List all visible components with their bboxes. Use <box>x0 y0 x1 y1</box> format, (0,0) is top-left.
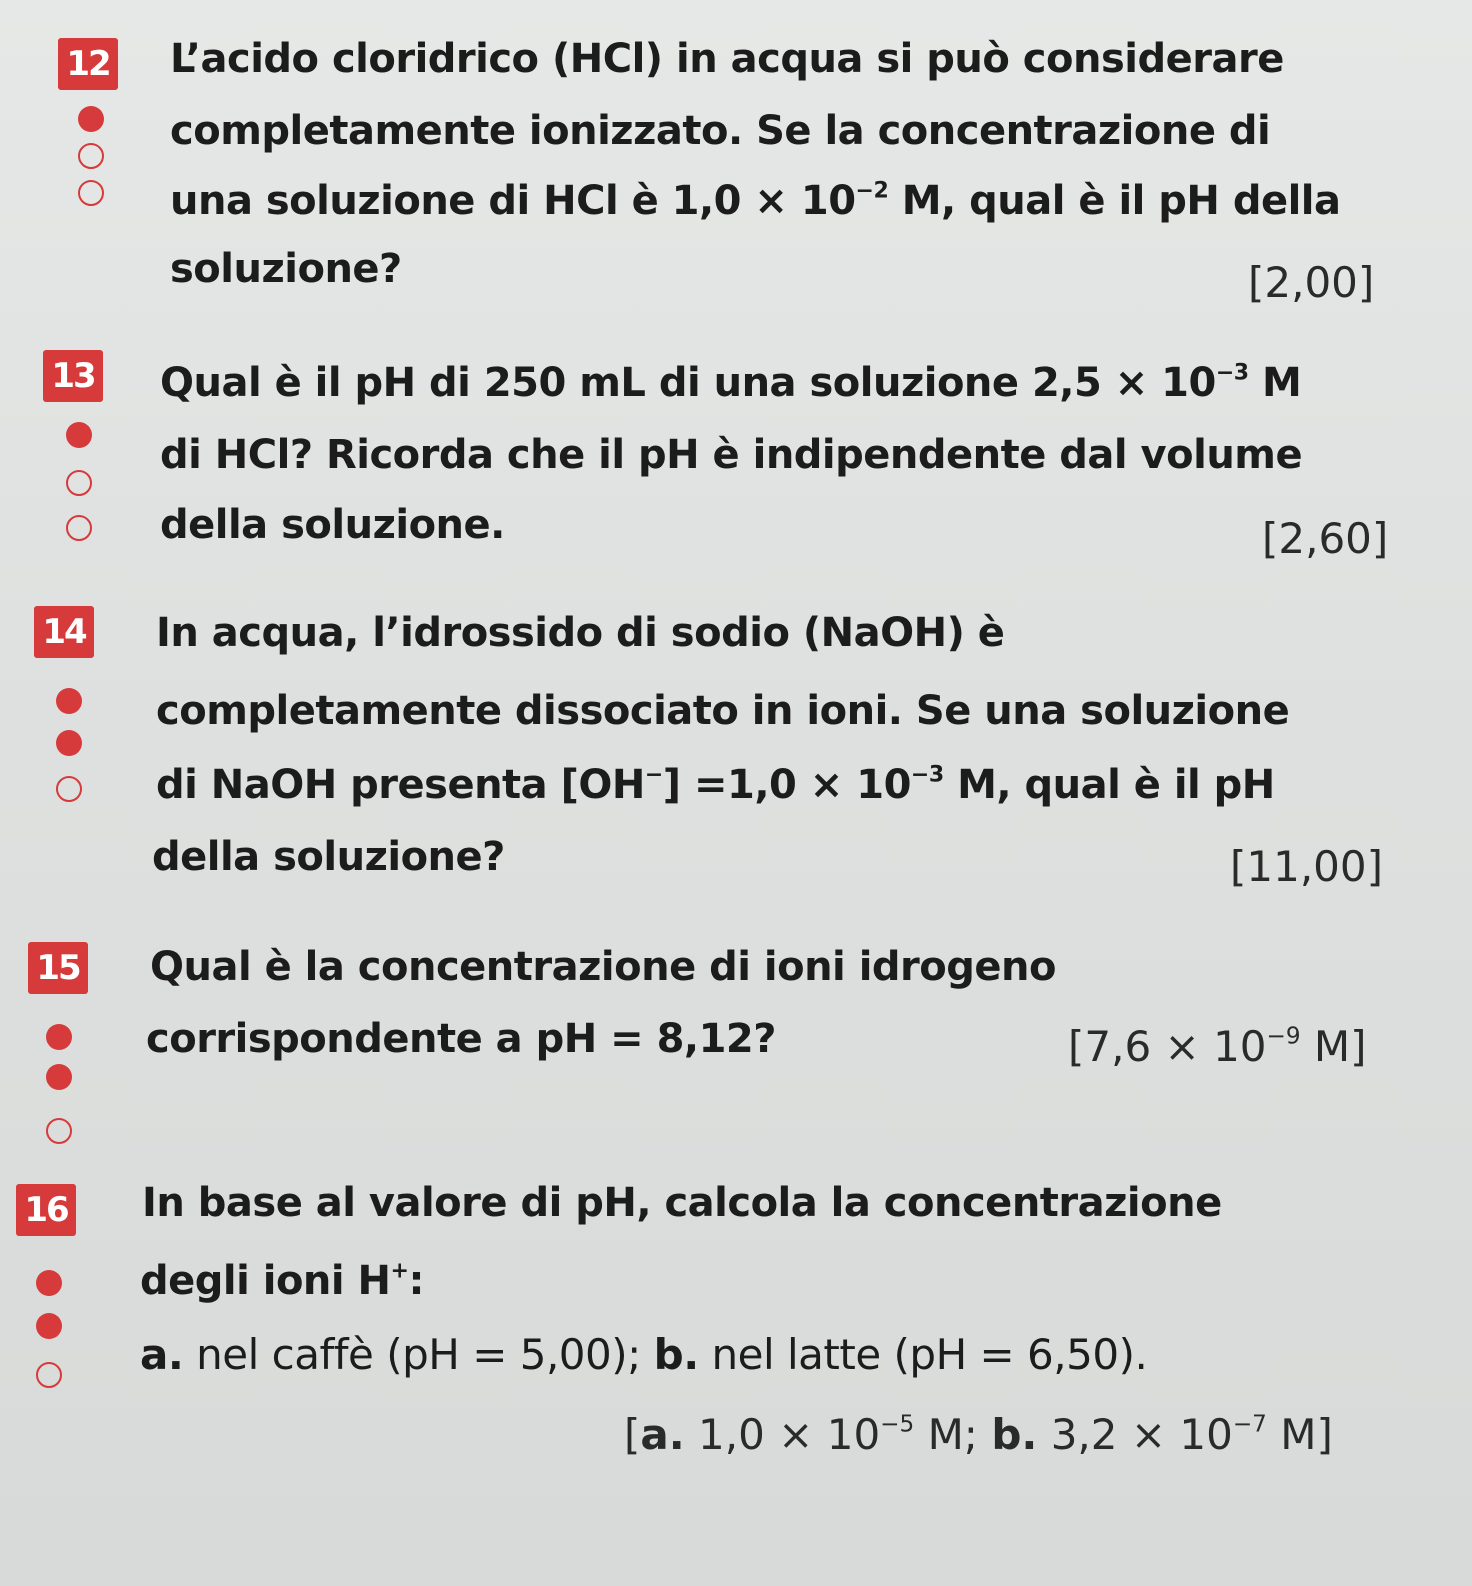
question-parts: a. nel caffè (pH = 5,00); b. nel latte (pH = 6,50). <box>140 1330 1148 1379</box>
exercise-number: 15 <box>28 942 88 994</box>
difficulty-dot-filled <box>46 1024 72 1050</box>
answer: [2,00] <box>1248 258 1375 307</box>
question-line: In acqua, l’idrossido di sodio (NaOH) è <box>156 610 1005 656</box>
question-line: In base al valore di pH, calcola la concentrazione <box>142 1180 1222 1226</box>
difficulty-dot-empty <box>66 515 92 541</box>
difficulty-dot-filled <box>36 1270 62 1296</box>
difficulty-dot-empty <box>66 470 92 496</box>
question-line: soluzione? <box>170 246 402 292</box>
question-line: Qual è il pH di 250 mL di una soluzione $2,5 \times 10^{-3}$ M <box>160 360 1302 406</box>
answer: [11,00] <box>1230 842 1384 891</box>
answer: [$7,6 \times 10^{-9}$ M] <box>1068 1022 1367 1071</box>
question-line: degli ioni H+: <box>140 1258 424 1304</box>
question-line: una soluzione di HCl è $1,0 \times 10^{-2}$ M, qual è il pH della <box>170 178 1341 224</box>
question-line: L’acido cloridrico (HCl) in acqua si può considerare <box>170 36 1284 82</box>
question-line: Qual è la concentrazione di ioni idrogeno <box>150 944 1056 990</box>
answer: [a. $1,0 \times 10^{-5}$ M; b. $3,2 \times 10^{-7}$ M] <box>624 1410 1333 1459</box>
difficulty-dot-empty <box>56 776 82 802</box>
difficulty-dot-filled <box>66 422 92 448</box>
difficulty-dot-empty <box>36 1362 62 1388</box>
difficulty-dot-empty <box>78 180 104 206</box>
question-line: corrispondente a pH = 8,12? <box>146 1016 776 1062</box>
question-line: della soluzione. <box>160 502 505 548</box>
question-line: della soluzione? <box>152 834 505 880</box>
difficulty-dot-empty <box>46 1118 72 1144</box>
question-line: di HCl? Ricorda che il pH è indipendente dal volume <box>160 432 1303 478</box>
exercise-number: 13 <box>43 350 103 402</box>
exercise-number: 16 <box>16 1184 76 1236</box>
exercise-number: 14 <box>34 606 94 658</box>
question-line: completamente dissociato in ioni. Se una soluzione <box>156 688 1290 734</box>
difficulty-dot-filled <box>56 730 82 756</box>
difficulty-dot-empty <box>78 143 104 169</box>
difficulty-dot-filled <box>36 1313 62 1339</box>
question-line: di NaOH presenta $[OH^-] =1,0 \times 10^{-3}$ M, qual è il pH <box>156 762 1275 808</box>
difficulty-dot-filled <box>78 106 104 132</box>
answer: [2,60] <box>1262 514 1389 563</box>
difficulty-dot-filled <box>56 688 82 714</box>
question-line: completamente ionizzato. Se la concentrazione di <box>170 108 1271 154</box>
difficulty-dot-filled <box>46 1064 72 1090</box>
exercise-number: 12 <box>58 38 118 90</box>
